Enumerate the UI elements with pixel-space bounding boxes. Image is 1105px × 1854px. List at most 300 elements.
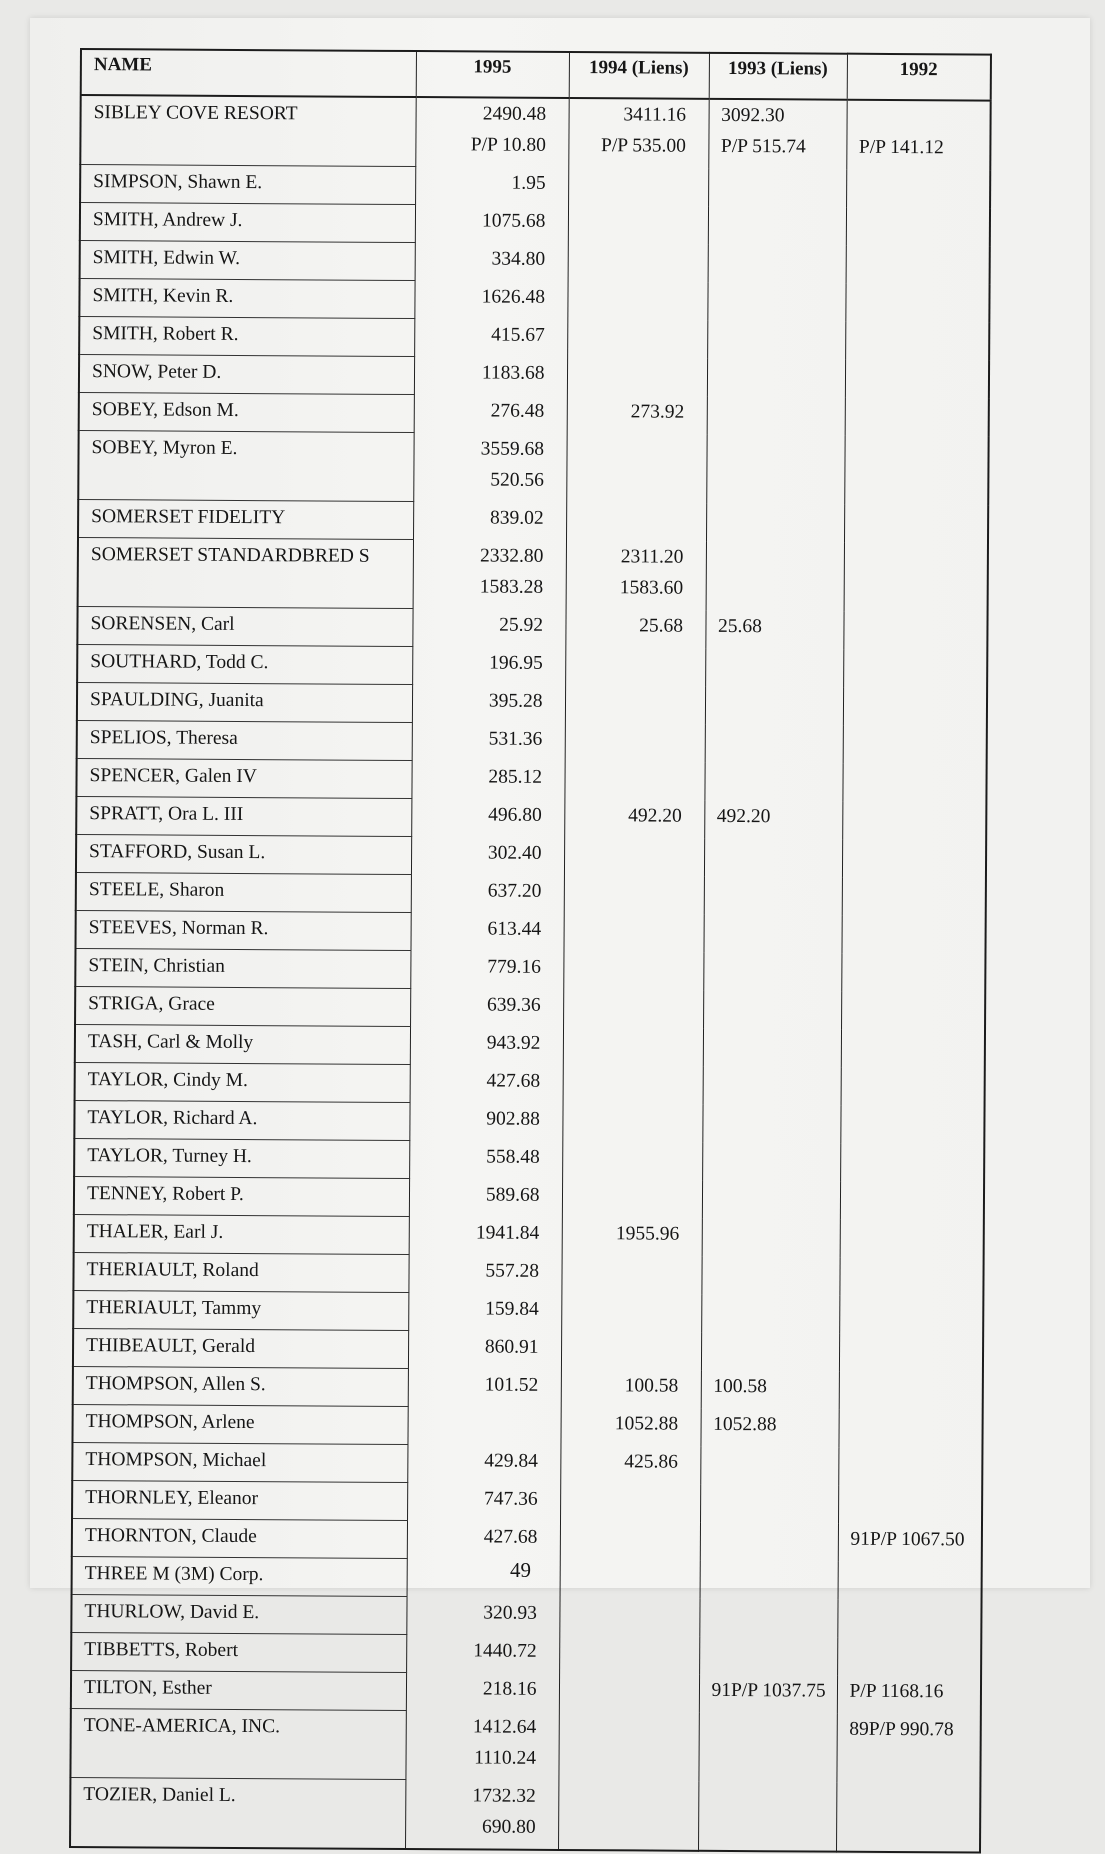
amount-cell-1993: [705, 610, 843, 649]
amount-1995: [418, 1407, 538, 1439]
taxpayer-name: SPELIOS, Theresa: [77, 720, 412, 760]
amount-1995: 1075.68: [482, 209, 546, 232]
amount-1992: [858, 321, 967, 353]
taxpayer-name: TIBBETTS, Robert: [71, 1632, 406, 1672]
column-header-1993: 1993 (Liens): [709, 53, 847, 100]
amount-cell-1995: [409, 1103, 562, 1142]
taxpayer-name: SPRATT, Ora L. III: [76, 796, 411, 836]
amount-1994: 1583.60: [619, 576, 684, 599]
amount-1993: [720, 282, 823, 314]
table-row: [75, 986, 985, 1030]
amount-1995: 779.16: [487, 956, 541, 978]
amount-1995: 637.20: [487, 880, 542, 902]
taxpayer-name: SIMPSON, Shawn E.: [80, 165, 415, 205]
amount-cell-1992: [839, 1371, 983, 1410]
amount-1994: [577, 434, 684, 466]
amount-cell-1995: [410, 1027, 563, 1066]
amount-cell-1994: [562, 1217, 702, 1256]
amount-1994: 492.20: [628, 804, 682, 827]
amount-cell-1994: [564, 761, 704, 800]
taxpayer-name: STEIN, Christian: [75, 948, 410, 988]
amount-cell-1994: [563, 1065, 703, 1104]
amount-1993: [717, 686, 820, 718]
taxpayer-name: THORNLEY, Eleanor: [72, 1480, 407, 1520]
taxpayer-name: THORNTON, Claude: [72, 1518, 407, 1558]
amount-1994: [570, 1598, 677, 1630]
amount-1993: [717, 724, 820, 756]
amount-1995: 429.84: [484, 1449, 538, 1472]
amount-cell-1995: [413, 433, 566, 503]
amount-1992: [855, 687, 964, 719]
taxpayer-name: SPENCER, Galen IV: [76, 758, 411, 798]
amount-1993: [715, 1142, 818, 1174]
amount-1994: [569, 1781, 676, 1813]
amount-1994: [571, 1484, 678, 1516]
amount-cell-1994: [558, 1711, 698, 1781]
amount-cell-1992: [845, 321, 989, 360]
amount-cell-1993: [699, 1598, 837, 1637]
amount-cell-1993: [704, 876, 842, 915]
amount-cell-1994: [561, 1331, 701, 1370]
amount-cell-1995: [411, 799, 564, 838]
amount-1994: 3411.16: [623, 104, 687, 126]
amount-1995: 302.40: [487, 842, 542, 864]
amount-1993: [713, 1332, 816, 1364]
amount-cell-1992: [838, 1561, 982, 1600]
amount-cell-1994: [568, 98, 708, 168]
amount-cell-1994: [564, 837, 704, 876]
table-header-row: [81, 49, 991, 101]
taxpayer-name: THOMPSON, Arlene: [72, 1404, 407, 1444]
taxpayer-name: STEEVES, Norman R.: [75, 910, 410, 950]
amount-1994: [577, 465, 684, 497]
amount-1995: 1941.84: [475, 1221, 540, 1244]
amount-1992: [850, 1637, 959, 1669]
amount-1993: [715, 1104, 818, 1136]
amount-cell-1994: [565, 723, 705, 762]
amount-cell-1992: [837, 1599, 981, 1638]
amount-cell-1992: [845, 359, 989, 398]
amount-cell-1992: [841, 991, 985, 1030]
amount-1992: [856, 542, 965, 574]
amount-cell-1992: [845, 397, 989, 436]
amount-1994: [569, 1812, 676, 1844]
amount-1994: 100.58: [624, 1374, 679, 1397]
amount-cell-1993: [702, 1218, 840, 1257]
amount-cell-1994: [568, 243, 708, 282]
amount-cell-1995: [407, 1407, 560, 1446]
amount-cell-1992: [845, 283, 989, 322]
amount-cell-1995: [415, 205, 568, 244]
taxpayer-name: STEELE, Sharon: [76, 872, 411, 912]
amount-1992: 91P/P 1067.50: [850, 1528, 965, 1550]
amount-cell-1994: [559, 1635, 699, 1674]
amount-1994: [575, 762, 682, 794]
amount-cell-1994: [567, 319, 707, 358]
taxpayer-name: THIBEAULT, Gerald: [73, 1328, 408, 1368]
amount-cell-1995: [407, 1483, 560, 1522]
amount-cell-1993: [704, 762, 842, 801]
amount-1992: [858, 283, 967, 315]
amount-1994: [573, 1066, 680, 1098]
amount-1993: [711, 1812, 814, 1844]
amount-1992: [849, 1744, 958, 1776]
amount-cell-1992: [844, 542, 988, 612]
amount-cell-1994: [562, 1141, 702, 1180]
amount-1994: [577, 503, 684, 535]
amount-1993: [711, 1781, 814, 1813]
table-row: [77, 644, 987, 688]
amount-cell-1993: [701, 1370, 839, 1409]
amount-cell-1995: [408, 1331, 561, 1370]
amount-cell-1994: [561, 1369, 701, 1408]
amount-1994: [577, 358, 684, 390]
amount-cell-1992: [842, 839, 986, 878]
amount-cell-1994: [558, 1780, 698, 1850]
amount-1995: 196.95: [489, 652, 543, 674]
taxpayer-name: SMITH, Edwin W.: [80, 241, 415, 281]
amount-cell-1993: [703, 914, 841, 953]
amount-1993: [719, 465, 822, 497]
amount-1993: [716, 914, 819, 946]
taxpayer-name: SIBLEY COVE RESORT: [80, 95, 415, 167]
amount-cell-1992: [838, 1485, 982, 1524]
amount-1992: [854, 839, 963, 871]
amount-cell-1994: [565, 647, 705, 686]
amount-1994: [574, 838, 681, 870]
amount-1994: [574, 914, 681, 946]
amount-1992: [851, 1485, 960, 1517]
amount-1994: [574, 990, 681, 1022]
table-row: [79, 355, 989, 399]
amount-cell-1994: [568, 167, 708, 206]
amount-cell-1993: [703, 1028, 841, 1067]
amount-cell-1993: [706, 541, 844, 611]
amount-1994: [569, 1712, 676, 1744]
amount-cell-1992: [839, 1295, 983, 1334]
amount-cell-1995: [410, 951, 563, 990]
amount-cell-1992: [842, 877, 986, 916]
amount-1993: 1052.88: [713, 1413, 777, 1435]
table-row: [74, 1138, 984, 1182]
amount-1995: 101.52: [484, 1373, 539, 1396]
amount-cell-1995: [413, 540, 566, 610]
amount-1993: 3092.30: [721, 104, 785, 127]
amount-1995: 320.93: [483, 1601, 538, 1624]
amount-cell-1993: [700, 1560, 838, 1599]
amount-1993: [719, 358, 822, 390]
amount-1995: 25.92: [499, 614, 544, 636]
amount-1992: [858, 207, 967, 239]
amount-1994: [570, 1636, 677, 1668]
amount-1993: [716, 990, 819, 1022]
taxpayer-name: STRIGA, Grace: [75, 986, 410, 1026]
taxpayer-name: THERIAULT, Tammy: [73, 1290, 408, 1330]
amount-cell-1993: [705, 648, 843, 687]
amount-cell-1995: [409, 1217, 562, 1256]
amount-1992: [857, 397, 966, 429]
amount-1995: 218.16: [482, 1677, 537, 1700]
column-header-1995: 1995: [416, 51, 569, 98]
amount-cell-1995: [407, 1559, 560, 1598]
amount-1994: [576, 648, 683, 680]
amount-cell-1992: [843, 725, 987, 764]
amount-cell-1992: [844, 504, 988, 543]
amount-cell-1995: [407, 1521, 560, 1560]
table-row: [78, 499, 988, 543]
amount-1995: 1626.48: [481, 285, 546, 308]
amount-cell-1993: [703, 990, 841, 1029]
amount-cell-1992: [843, 687, 987, 726]
taxpayer-name: TENNEY, Robert P.: [74, 1176, 409, 1216]
amount-cell-1994: [563, 989, 703, 1028]
amount-cell-1992: [839, 1257, 983, 1296]
taxpayer-name: THERIAULT, Roland: [73, 1252, 408, 1292]
amount-1992: [854, 877, 963, 909]
amount-1995: 531.36: [488, 728, 543, 750]
amount-1992: [855, 801, 964, 833]
amount-cell-1993: [704, 838, 842, 877]
table-row: [78, 537, 988, 612]
table-row: [80, 95, 990, 170]
taxpayer-name: SMITH, Kevin R.: [79, 279, 414, 319]
amount-1992: [850, 1561, 959, 1593]
amount-1993: [714, 1180, 817, 1212]
amount-1995: 520.56: [490, 469, 544, 491]
table-row: [75, 1062, 985, 1106]
amount-1994: [578, 282, 685, 314]
amount-cell-1993: [700, 1408, 838, 1447]
amount-1993: [716, 952, 819, 984]
amount-1995: 747.36: [483, 1487, 538, 1510]
amount-1995: 690.80: [481, 1815, 536, 1838]
amount-cell-1992: [846, 100, 990, 170]
amount-cell-1995: [405, 1780, 558, 1850]
amount-1994: [573, 1104, 680, 1136]
amount-1995: 427.68: [486, 1070, 541, 1092]
amount-1992: [854, 991, 963, 1023]
amount-cell-1992: [842, 801, 986, 840]
taxpayer-name: TASH, Carl & Molly: [75, 1024, 410, 1064]
amount-cell-1994: [560, 1407, 700, 1446]
amount-1993: 492.20: [716, 805, 771, 827]
table-row: [75, 948, 985, 992]
amount-cell-1993: [698, 1781, 836, 1851]
amount-cell-1995: [407, 1445, 560, 1484]
amount-1994: P/P 535.00: [600, 135, 686, 157]
amount-cell-1995: [411, 875, 564, 914]
amount-cell-1993: [701, 1256, 839, 1295]
table-row: [71, 1594, 981, 1638]
amount-cell-1994: [562, 1103, 702, 1142]
amount-1992: [856, 611, 965, 643]
amount-cell-1992: [836, 1782, 980, 1852]
amount-1994: [574, 952, 681, 984]
amount-cell-1994: [563, 913, 703, 952]
table-row: [71, 1670, 981, 1714]
amount-cell-1993: [701, 1294, 839, 1333]
table-row: [73, 1328, 983, 1372]
amount-cell-1994: [560, 1445, 700, 1484]
document-page: [30, 18, 1090, 1838]
page-number: 49: [510, 1558, 531, 1582]
taxpayer-name: SOBEY, Edson M.: [79, 392, 414, 432]
amount-1993: [721, 168, 824, 200]
amount-1994: [570, 1522, 677, 1554]
taxpayer-name: THOMPSON, Michael: [72, 1442, 407, 1482]
amount-1994: [578, 206, 685, 238]
taxpayer-name: SOBEY, Myron E.: [78, 430, 413, 501]
amount-cell-1994: [559, 1597, 699, 1636]
amount-1993: [712, 1522, 815, 1554]
taxpayer-name: TAYLOR, Turney H.: [74, 1138, 409, 1178]
taxpayer-name: TOZIER, Daniel L.: [70, 1777, 405, 1849]
table-row: [79, 392, 989, 436]
amount-1994: 273.92: [630, 400, 685, 423]
amount-cell-1995: [409, 1141, 562, 1180]
amount-1993: [716, 876, 819, 908]
amount-1993: 100.58: [713, 1375, 768, 1397]
table-row: [80, 165, 990, 209]
amount-cell-1992: [840, 1105, 984, 1144]
amount-1995: 496.80: [488, 804, 542, 826]
amount-1994: [571, 1332, 678, 1364]
amount-1992: [852, 1257, 961, 1289]
amount-1995: 1583.28: [479, 575, 544, 598]
amount-cell-1993: [699, 1674, 837, 1713]
amount-cell-1992: [836, 1713, 980, 1783]
amount-cell-1995: [411, 837, 564, 876]
amount-1992: [856, 649, 965, 681]
amount-1995: 2490.48: [482, 103, 547, 125]
taxpayer-name: TONE-AMERICA, INC.: [70, 1708, 405, 1779]
table-row: [79, 279, 989, 323]
taxpayer-name: SORENSEN, Carl: [77, 606, 412, 646]
table-row: [72, 1442, 982, 1486]
amount-1993: [715, 1066, 818, 1098]
amount-1995: 589.68: [485, 1184, 540, 1206]
amount-cell-1992: [841, 953, 985, 992]
amount-1993: [712, 1560, 815, 1592]
table-row: [77, 682, 987, 726]
taxpayer-name: SOMERSET STANDARDBRED S: [78, 537, 413, 608]
amount-cell-1993: [707, 396, 845, 435]
amount-cell-1995: [408, 1255, 561, 1294]
amount-1992: 89P/P 990.78: [849, 1718, 954, 1740]
amount-cell-1994: [563, 1027, 703, 1066]
amount-1993: [712, 1598, 815, 1630]
amount-cell-1995: [413, 502, 566, 541]
amount-cell-1994: [560, 1483, 700, 1522]
amount-1995: 557.28: [485, 1259, 540, 1282]
taxpayer-name: THREE M (3M) Corp.: [72, 1556, 407, 1596]
amount-1992: [854, 915, 963, 947]
amount-cell-1994: [562, 1179, 702, 1218]
amount-1994: [578, 244, 685, 276]
amount-1993: [718, 572, 821, 604]
amount-cell-1993: [704, 800, 842, 839]
amount-1993: [711, 1712, 814, 1744]
amount-cell-1993: [703, 952, 841, 991]
amount-1995: 558.48: [486, 1146, 540, 1168]
table-row: [72, 1480, 982, 1524]
amount-1995: 276.48: [490, 400, 545, 422]
amount-cell-1993: [707, 358, 845, 397]
amount-cell-1995: [414, 319, 567, 358]
amount-1992: [852, 1295, 961, 1327]
amount-cell-1995: [410, 989, 563, 1028]
amount-1995: P/P 10.80: [470, 134, 546, 156]
amount-1993: [720, 244, 823, 276]
amount-cell-1992: [843, 611, 987, 650]
table-row: [78, 430, 988, 505]
amount-cell-1992: [838, 1523, 982, 1562]
amount-cell-1995: [415, 243, 568, 282]
amount-1995: 415.67: [491, 324, 545, 346]
amount-1995: 1440.72: [473, 1639, 537, 1662]
amount-cell-1995: [414, 395, 567, 434]
amount-cell-1992: [838, 1447, 982, 1486]
amount-cell-1994: [565, 685, 705, 724]
amount-1993: [714, 1294, 817, 1326]
amount-cell-1992: [840, 1143, 984, 1182]
table-row: [74, 1176, 984, 1220]
amount-cell-1995: [409, 1179, 562, 1218]
amount-cell-1992: [837, 1675, 981, 1714]
amount-cell-1994: [560, 1559, 700, 1598]
amount-1994: 2311.20: [620, 545, 684, 568]
amount-1993: 25.68: [717, 615, 762, 637]
amount-1993: [714, 1256, 817, 1288]
amount-1993: [712, 1636, 815, 1668]
amount-cell-1994: [568, 205, 708, 244]
amount-cell-1994: [567, 357, 707, 396]
amount-1992: [856, 573, 965, 605]
amount-cell-1993: [708, 206, 846, 245]
amount-cell-1993: [700, 1484, 838, 1523]
amount-cell-1994: [561, 1255, 701, 1294]
amount-1993: [720, 320, 823, 352]
amount-1994: 1052.88: [614, 1412, 679, 1435]
taxpayer-name: STAFFORD, Susan L.: [76, 834, 411, 874]
amount-cell-1992: [839, 1333, 983, 1372]
amount-1995: 395.28: [488, 690, 543, 712]
amount-cell-1993: [699, 1636, 837, 1675]
amount-cell-1995: [406, 1635, 559, 1674]
amount-cell-1993: [708, 244, 846, 283]
amount-cell-1992: [841, 1029, 985, 1068]
amount-cell-1993: [705, 724, 843, 763]
amount-1994: 425.86: [624, 1450, 678, 1473]
amount-cell-1993: [708, 99, 846, 169]
taxpayer-name: SOMERSET FIDELITY: [78, 499, 413, 539]
amount-cell-1992: [842, 763, 986, 802]
amount-1993: [718, 541, 821, 573]
amount-1994: [573, 1142, 680, 1174]
amount-cell-1993: [708, 168, 846, 207]
table-row: [76, 834, 986, 878]
amount-1992: [849, 1813, 958, 1845]
amount-1994: [572, 1256, 679, 1288]
amount-cell-1994: [564, 875, 704, 914]
table-row: [72, 1518, 982, 1562]
amount-cell-1993: [706, 434, 844, 504]
amount-1992: [855, 725, 964, 757]
amount-cell-1994: [566, 433, 706, 503]
amount-1995: 1110.24: [474, 1746, 537, 1769]
amount-cell-1993: [700, 1446, 838, 1485]
amount-1993: P/P 515.74: [720, 135, 806, 158]
